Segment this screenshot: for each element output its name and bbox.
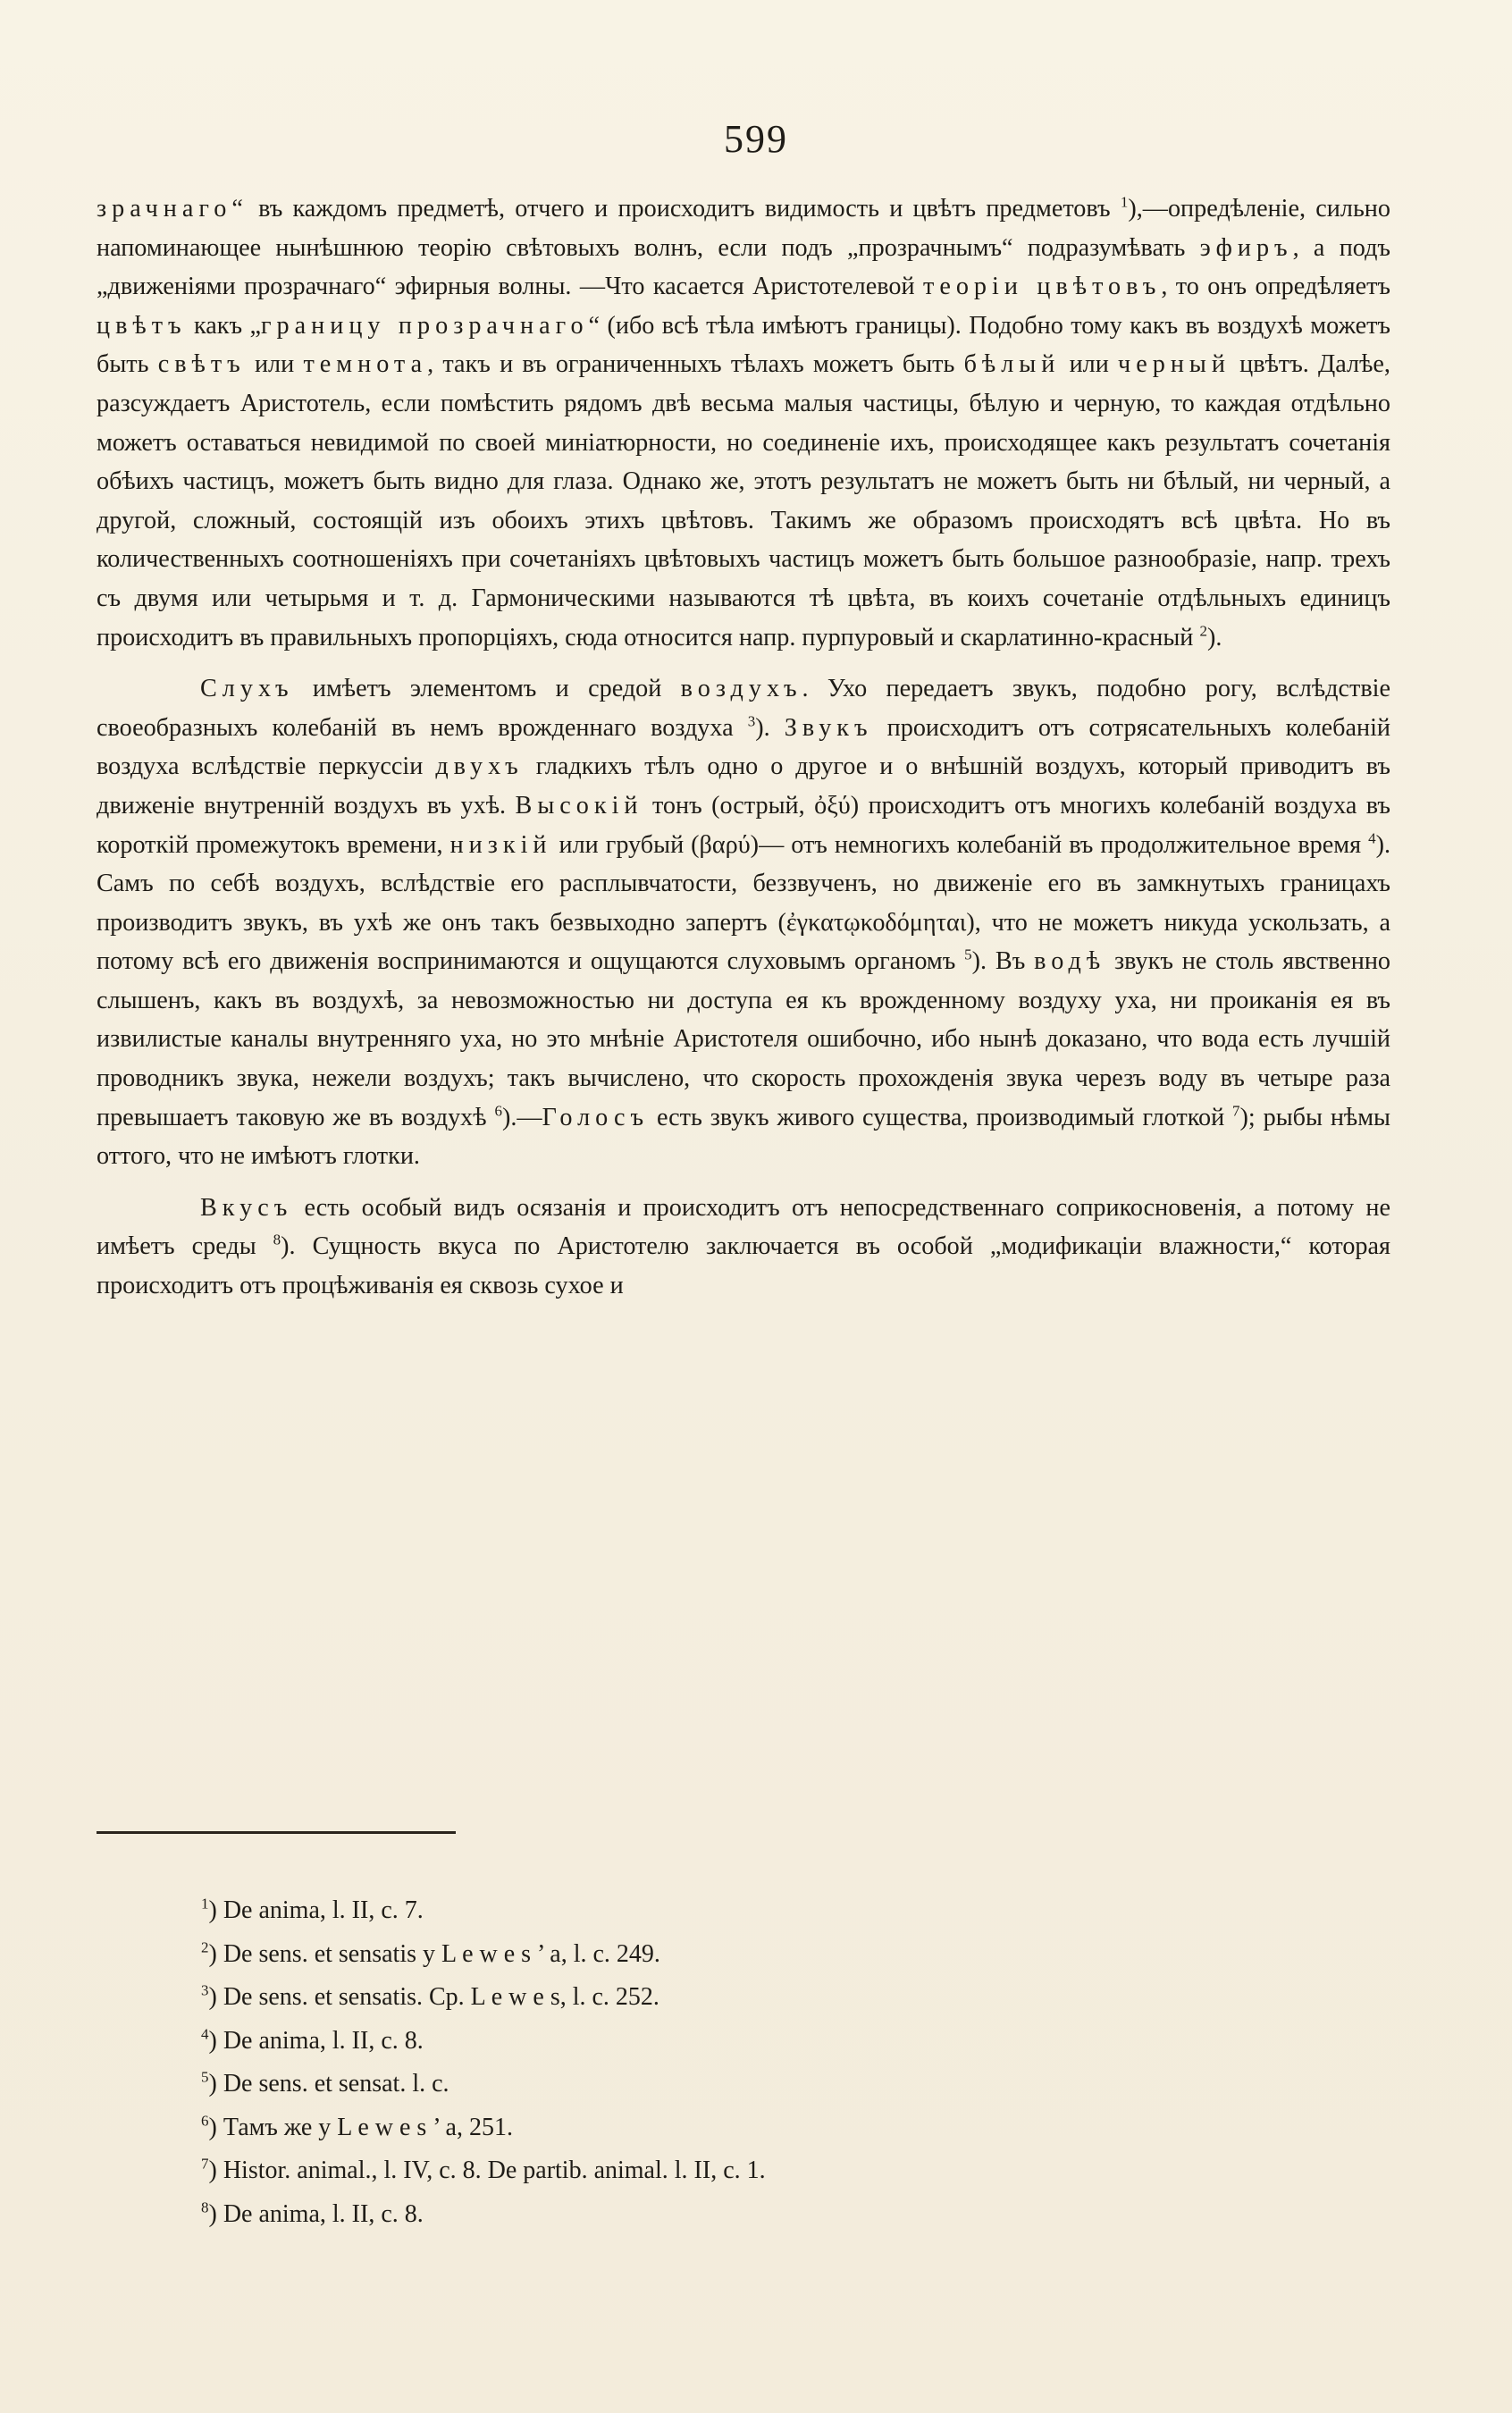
footnote-number: 1 <box>201 1895 209 1913</box>
footnote <box>201 2106 1273 2150</box>
footnote <box>201 2193 1273 2237</box>
spaced-emphasis-text: Голосъ <box>542 1103 650 1131</box>
main-text <box>97 189 1390 1318</box>
footnote-divider <box>97 1831 456 1834</box>
footnote-number: 4 <box>201 2025 209 2043</box>
footnote-ref: 5 <box>964 946 972 963</box>
footnote <box>201 2063 1273 2106</box>
text-run: ); рыбы нѣмы оттого, что не имѣютъ глотки. <box>97 1103 1390 1171</box>
text-run: имѣетъ элементомъ и средой <box>293 675 681 703</box>
spaced-emphasis-text: черный <box>1118 350 1231 379</box>
text-run: гладкихъ тѣлъ одно о другое и о внѣшній воздухъ, который приводитъ въ движеніе внутренній воздухъ въ ухѣ. <box>97 752 1390 820</box>
spaced-emphasis-text: цвѣтъ <box>97 311 187 340</box>
spaced-emphasis-text: Слухъ <box>200 675 294 703</box>
text-run: ).— <box>501 1103 542 1131</box>
text-run: , а подъ „движеніями прозрачнаго“ эфирныя волны. —Что касается Аристотелевой <box>97 233 1390 301</box>
text-run: ). Сущность вкуса по Аристотелю заключается въ особой „модификаціи влажности,“ которая происходитъ отъ процѣживанія ея сквозь сухое и <box>97 1232 1390 1300</box>
text-run: ). Въ <box>971 947 1035 976</box>
footnotes <box>201 1889 1273 2236</box>
footnote-number: 7 <box>201 2155 209 2173</box>
footnote-ref: 4 <box>1368 829 1376 847</box>
paragraph-colour-theory <box>97 189 1390 657</box>
spaced-emphasis-text: свѣтъ <box>157 350 246 379</box>
footnote-number: 8 <box>201 2199 209 2216</box>
spaced-emphasis-text: водѣ <box>1034 947 1106 976</box>
footnote-ref: 7 <box>1232 1102 1240 1120</box>
spaced-emphasis-text: границу прозрачнаго <box>261 311 589 340</box>
footnote-text: ) Тамъ же у L e w e s ’ a, 251. <box>208 2113 513 2141</box>
footnote-text: ) De anima, l. II, c. 8. <box>208 2199 424 2228</box>
footnote-ref: 8 <box>273 1232 281 1249</box>
footnote-ref: 2 <box>1199 622 1207 640</box>
spaced-emphasis-text: низкій <box>449 830 552 859</box>
spaced-emphasis-text: Высокій <box>515 791 643 820</box>
footnote-number: 3 <box>201 1981 209 1999</box>
spaced-emphasis-text: Звукъ <box>784 713 873 742</box>
text-run: или <box>245 350 304 379</box>
text-run: или <box>1060 350 1119 379</box>
text-run: звукъ не столь явственно слышенъ, какъ въ воздухѣ, за невозможностью ни доступа ея къ врожденному воздуху уха, ни проиканія ея въ извилистые каналы внутренняго уха, но это мнѣніе Аристотеля ошибочно, ибо нынѣ доказано, что вода есть лучшій проводникъ звука, нежели воздухъ; такъ вычислено, что скорость прохожденія звука черезъ воду въ четыре раза превышаетъ таковую же въ воздухѣ <box>97 947 1390 1131</box>
text-run: , такъ и въ ограниченныхъ тѣлахъ можетъ быть <box>427 350 964 379</box>
spaced-emphasis-text: воздухъ <box>680 675 802 703</box>
text-run: какъ „ <box>186 311 261 340</box>
footnote <box>201 2149 1273 2193</box>
text-run: ),—опредѣленіе, сильно напоминающее нынѣшнюю теорію свѣтовыхъ волнъ, если подъ „прозрачнымъ“ подразумѣвать <box>97 195 1390 262</box>
spaced-emphasis-text: бѣлый <box>963 350 1061 379</box>
text-run: . Ухо передаетъ звукъ, подобно рогу, вслѣдствіе своеобразныхъ колебаній въ немъ врожденнаго воздуха <box>97 675 1390 742</box>
text-run: или грубый (βαρύ)— отъ немногихъ колебаній въ продолжительное время <box>551 830 1369 859</box>
footnote-ref: 6 <box>494 1102 502 1120</box>
spaced-emphasis-text: темнота <box>303 350 428 379</box>
footnote <box>201 1889 1273 1933</box>
footnote-ref: 3 <box>747 712 756 730</box>
footnote <box>201 1976 1273 2020</box>
footnote-text: ) De sens. et sensatis y L e w e s ’ a, l. c. 249. <box>208 1939 660 1968</box>
paragraph-hearing <box>97 669 1390 1176</box>
text-run: ). Самъ по себѣ воздухъ, вслѣдствіе его расплывчатости, беззвученъ, но движеніе его въ замкнутыхъ границахъ производитъ звукъ, въ ухѣ же онъ такъ безвыходно запертъ (ἐγκατῳκοδόμηται), что не можетъ никуда ускользать, а потому всѣ его движенія воспринимаются и ощущаются слуховымъ органомъ <box>97 830 1390 976</box>
text-run: есть звукъ живого существа, производимый глоткой <box>649 1103 1233 1131</box>
text-run: , то онъ опредѣляетъ <box>1161 273 1390 301</box>
page-number: 599 <box>724 117 788 161</box>
paragraph-taste <box>97 1189 1390 1306</box>
text-run: тонъ (острый, ὀξύ) происходитъ отъ многихъ колебаній воздуха въ короткій промежутокъ времени, <box>97 791 1390 859</box>
footnote <box>201 1933 1273 1977</box>
text-run: въ каждомъ предметѣ, отчего и происходитъ видимость и цвѣтъ предметовъ <box>248 195 1121 223</box>
footnote-text: ) De anima, l. II, c. 8. <box>208 2026 424 2055</box>
text-run: происходитъ отъ сотрясательныхъ колебаній воздуха вслѣдствіе перкуссіи <box>97 713 1391 781</box>
text-run: есть особый видъ осязанія и происходитъ отъ непосредственнаго соприкосновенія, а потому не имѣетъ среды <box>97 1193 1390 1261</box>
spaced-emphasis-text: двухъ <box>435 752 524 781</box>
text-run: цвѣтъ. Далѣе, разсуждаетъ Аристотель, если помѣстить рядомъ двѣ весьма малыя частицы, бѣлую и черную, то каждая отдѣльно можетъ оставаться невидимой по своей миніатюрности, но соединеніе ихъ, происходящее какъ результатъ сочетанія обѣихъ частицъ, можетъ быть видно для глаза. Однако же, этотъ результатъ не можетъ быть ни бѣлый, ни черный, а другой, сложный, состоящій изъ обоихъ этихъ цвѣтовъ. Такимъ же образомъ происходятъ всѣ цвѣта. Но въ количественныхъ соотношеніяхъ при сочетаніяхъ цвѣтовыхъ частицъ можетъ быть большое разнообразіе, напр. трехъ съ двумя или четырьмя и т. д. Гармоническими называются тѣ цвѣта, въ коихъ сочетаніе отдѣльныхъ единицъ происходитъ въ правильныхъ пропорціяхъ, сюда относится напр. пурпуровый и скарлатинно-красный <box>97 350 1390 652</box>
text-run: ). <box>755 713 785 742</box>
footnote-text: ) De sens. et sensat. l. c. <box>208 2070 449 2098</box>
footnote-text: ) Histor. animal., l. IV, c. 8. De partib. animal. l. II, c. 1. <box>208 2157 766 2184</box>
footnote-text: ) De anima, l. II, c. 7. <box>208 1896 424 1924</box>
text-run: ). <box>1206 623 1222 652</box>
footnote-ref: 1 <box>1120 193 1129 211</box>
footnote-number: 6 <box>201 2112 209 2130</box>
text-run: “ (ибо всѣ тѣла имѣютъ границы). Подобно тому какъ въ воздухѣ можетъ быть <box>97 311 1391 379</box>
footnote-number: 2 <box>201 1938 209 1956</box>
footnote <box>201 2020 1273 2064</box>
footnote-text: ) De sens. et sensatis. Cp. L e w e s, l. c. 252. <box>208 1983 659 2011</box>
spaced-emphasis-text: Вкусъ <box>200 1193 293 1222</box>
spaced-emphasis-text: зрачнаго“ <box>97 195 248 223</box>
spaced-emphasis-text: теоріи цвѣтовъ <box>923 273 1162 301</box>
spaced-emphasis-text: эфиръ <box>1199 233 1293 262</box>
footnote-number: 5 <box>201 2068 209 2086</box>
